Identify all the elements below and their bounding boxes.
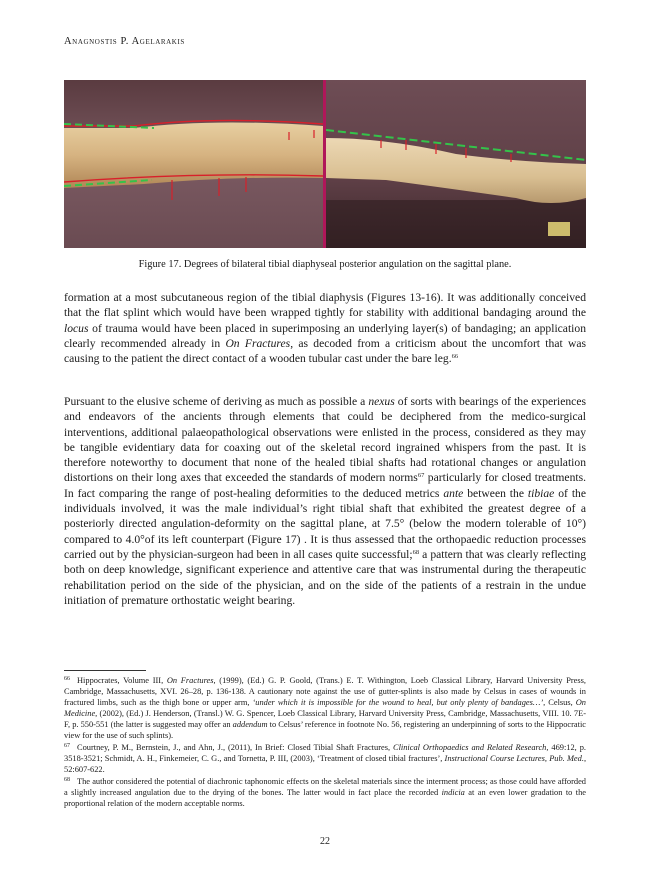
page-number: 22: [320, 836, 330, 847]
italic-term: ‘under which it is impossible for the wound to heal, but only plenty of bandages…’: [252, 698, 544, 707]
body-paragraph-2: [64, 394, 586, 608]
text-run: , 469:12, p. 3518-3521; Schmidt, A. H., Finkemeier, C. G., and Tornetta, P. III, (2003), ‘Treatment of closed tibial fractures’,: [64, 743, 587, 763]
text-run: , 52:607-622.: [64, 754, 587, 774]
footnote-ref-66[interactable]: 66: [451, 353, 459, 361]
figure-photo-left: [64, 80, 323, 248]
text-run: a pattern that was clearly reflecting both on deep knowledge, significant experience and attentive care that was instrumental during the therapeutic rehabilitation period on the side of the physician, and on the side of the patients of a restrain in the undue initiation of premature orthostatic weight bearing.: [64, 547, 586, 607]
text-run: of trauma would have been placed in superimposing an underlying layer(s) of bandaging; an application clearly recommended already in: [64, 321, 586, 350]
text-run: particularly for closed treatments. In fact comparing the range of post-healing deformities to the deduced metrics: [64, 471, 586, 500]
italic-term: indicia: [441, 788, 465, 797]
text-run: Hippocrates, Volume III,: [77, 676, 167, 685]
italic-term: On Fractures: [225, 336, 291, 350]
text-run: , (2002), (Ed.) J. Henderson, (Transl.) W. G. Spencer, Loeb Classical Library, Harvard University Press, Cambridge, Massachusetts, VIII. 10. 7E-F, p. 550-551 (the latter is suggested may offer an: [64, 709, 586, 729]
text-run: , as decoded from a criticism about the uncomfort that was causing to the patient the direct contact of a wooden tubular cast under the bare leg.: [64, 336, 586, 366]
footnote-66: [64, 674, 586, 741]
text-run: , (1999), (Ed.) G. P. Goold, (Trans.) E. T. Withington, Loeb Classical Library, Harvard University Press, Cambridge, Massachusetts, XVI. 26–28, p. 136-138. A cautionary note against the use of gutter-splints is also made by Celsus in cases of wounds in fractured limbs, such as the thigh bone or upper arm,: [64, 676, 586, 707]
italic-term: Instructional Course Lectures: [444, 754, 545, 763]
body-paragraph-1: [64, 290, 586, 366]
text-run: , Celsus,: [543, 698, 576, 707]
text-run: The author considered the potential of diachronic taphonomic effects on the skeletal materials since the interment process; as those could have afforded a slightly increased angulation due to the drying of the bones. The latter would in fact place the recorded: [64, 777, 586, 797]
italic-term: tibiae: [527, 486, 555, 500]
footnote-number: 68: [64, 777, 70, 783]
italic-term: On Fractures: [166, 676, 214, 685]
italic-term: locus: [64, 321, 89, 335]
footnote-ref-68[interactable]: 68: [412, 548, 420, 556]
italic-term: On Medicine: [64, 698, 586, 718]
text-run: to Celsus’ reference in footnote No. 56, registering an underpinning of sorts to the Hippocratic view for the use of such splints).: [64, 720, 586, 740]
text-run: formation at a most subcutaneous region of the tibial diaphysis (Figures 13-16). It was additionally conceived that the flat splint which would have been wrapped tightly for stability with additional bandaging around the: [64, 291, 586, 320]
figure-photo-right: [326, 80, 586, 248]
footnote-ref-67[interactable]: 67: [417, 472, 425, 480]
text-run: of sorts with bearings of the experiences and endeavors of the ancients through elements that could be deciphered from the medico-surgical interventions, additional palaeopathological observations were enlisted in the process, considered as they may be tangible evidentiary data for coaxing out of the skeletal record ingrained whispers from the past. It is therefore noteworthy to document that none of the healed tibial shafts had rotational changes or angulation distortions on their long axes that exceeded the standards of modern norms: [64, 395, 586, 485]
italic-term: ante: [443, 486, 464, 500]
text-run: of the individuals involved, it was the male individual’s right tibial shaft that exhibited the greatest degree of a posteriorly directed angulation-deformity on the sagittal plane, at 7.5° (below the modern tolerable of 10°) compared to 4.0°of its left counterpart (Figure 17) . It is thus assessed that the orthopaedic reduction processes carried out by the physician-surgeon had been in all cases quite successful;: [64, 486, 586, 561]
footnote-number: 66: [64, 676, 70, 682]
italic-term: addendum: [232, 720, 268, 729]
text-run: ,: [544, 754, 550, 763]
italic-term: Clinical Orthopaedics and Related Research: [393, 743, 547, 752]
text-run: between the: [463, 486, 528, 500]
footnote-number: 67: [64, 743, 70, 749]
footnote-67: [64, 741, 586, 775]
footnote-rule: [64, 670, 146, 671]
italic-term: nexus: [368, 395, 395, 408]
running-head: Anagnostis P. Agelarakis: [64, 36, 185, 47]
footnote-68: [64, 775, 586, 809]
figure-caption: Figure 17. Degrees of bilateral tibial diaphyseal posterior angulation on the sagittal plane.: [138, 259, 512, 270]
text-run: Pursuant to the elusive scheme of deriving as much as possible a: [64, 395, 369, 408]
text-run: at an even lower gradation to the proportional relation of the modern acceptable norms.: [64, 788, 586, 808]
figure-17: [64, 80, 586, 248]
text-run: Courtney, P. M., Bernstein, J., and Ahn, J., (2011), In Brief: Closed Tibial Shaft Fractures,: [77, 743, 393, 752]
footnotes: [64, 674, 586, 809]
italic-term: Pub. Med.: [549, 754, 584, 763]
